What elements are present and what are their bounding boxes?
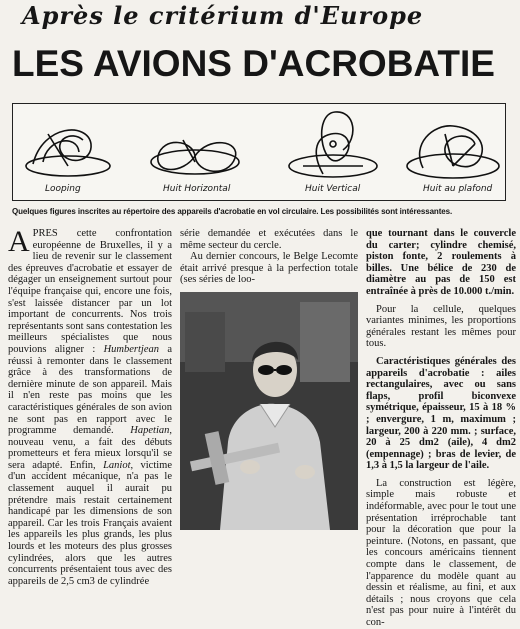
overhead-eight-label: Huit au plafond [423,184,493,194]
col2-paragraph-2: Au dernier concours, le Belge Lecomte était arrivé presque à la perfection totale (ses séries de loo- [180,251,358,286]
looping-label: Looping [45,184,81,194]
horizontal-eight-label: Huit Horizontal [163,184,231,194]
overhead-eight-diagram [407,126,499,178]
name-laniot: Laniot [103,459,131,471]
col1-text-enfin: Enfin, [69,459,96,471]
col2-paragraph-1: série demandée et exécutées dans le même secteur du cercle. [180,228,358,251]
pilot-photo [180,292,358,530]
vertical-eight-diagram [289,112,377,177]
column-3 [366,228,516,628]
horizontal-eight-diagram [151,140,239,174]
col3-paragraph-2: Pour la cellule, quelques variantes minimes, les proportions générales restant les mêmes pour tous. [366,303,516,350]
col1-text-hapetian: , nouveau venu, a fait des débuts prometteurs et fera mieux lorsqu'il se sera adapté. [8,425,172,471]
name-humbertjean: Humbertjean [103,343,160,355]
column-2 [180,228,358,288]
pilot-photo-illustration [180,292,358,530]
maneuver-diagrams [12,103,506,201]
col3-paragraph-3: Caractéristiques générales des appareils d'acrobatie : ailes rectangulaires, avec ou sans flaps, profil biconvexe symétrique, épaisseur, 15 à 18 % ; envergure, 1 m, maximum ; largeur, 200 à 220 mm. ; surface, 20 à 25 dm2 (aile), 4 dm2 (empennage) ; bras de levier, de 1,3 à 1,5 la largeur de l'aile. [366,355,516,472]
col3-paragraph-1: que tournant dans le couvercle du carter; cylindre chemisé, piston fonte, 2 roulements à billes. Une bélice de 230 de diamètre au pas de 150 est entraînée à près de 10.000 t./min. [366,228,516,297]
column-1 [8,225,173,587]
col3-paragraph-4: La construction est légère, simple mais robuste et indéformable, avec pour le tout une présentation irréprochable tant pour la décoration que pour la peinture. (Notons, en passant, que les concours américains tiennent compte dans le classement, de l'apparence du modèle quant au dessin et réalisme, au fini, et aux détails ; nous croyons que cela n'est pas pour nuire à l'intérêt du con- [366,477,516,628]
looping-diagram [26,130,110,176]
vertical-eight-label: Huit Vertical [305,184,361,194]
col1-text: PRES cette confrontation européenne de Bruxelles, il y a lieu de revenir sur le classement des épreuves d'acrobatie et essayer de dégager un enseignement surtout pour l'équipe française qui, encore une fois, s'est laissée distancer par un lot important de concurrents. Nos trois représentants sont sans contestation les meilleurs spécialistes que nous pouvions aligner : [8,228,172,355]
col1-paragraph [8,225,173,587]
col1-text-laniot: , victime d'un accident mécanique, n'a pas le classement auquel il aurait pu prétendre mais restait certainement handicapé par les dimensions de son appareil. Car les trois Français avaient les appareils les plus grands, les plus lourds et les moteurs des plus grosses cylindrées, alors que les autres concurrents présentaient tous avec des appareils de 2,5 cm3 de cylindrée [8,459,173,587]
drop-cap: A [8,225,30,258]
article-headline: LES AVIONS D'ACROBATIE [12,43,495,84]
figure-caption: Quelques figures inscrites au répertoire des appareils d'acrobatie en vol circulaire. Les possibilités sont intéressantes. [12,207,453,216]
article-kicker: Après le critérium d'Europe [22,1,424,30]
col1-text-cont: a réussi à remonter dans le classement grâce à des transformations de dernière minute de son appareil. Mais il n'en reste pas moins que les caractéristiques générales de son avion ne sont pas en rapport avec le programme demandé. [8,343,173,437]
name-hapetian: Hapetian [130,425,170,437]
